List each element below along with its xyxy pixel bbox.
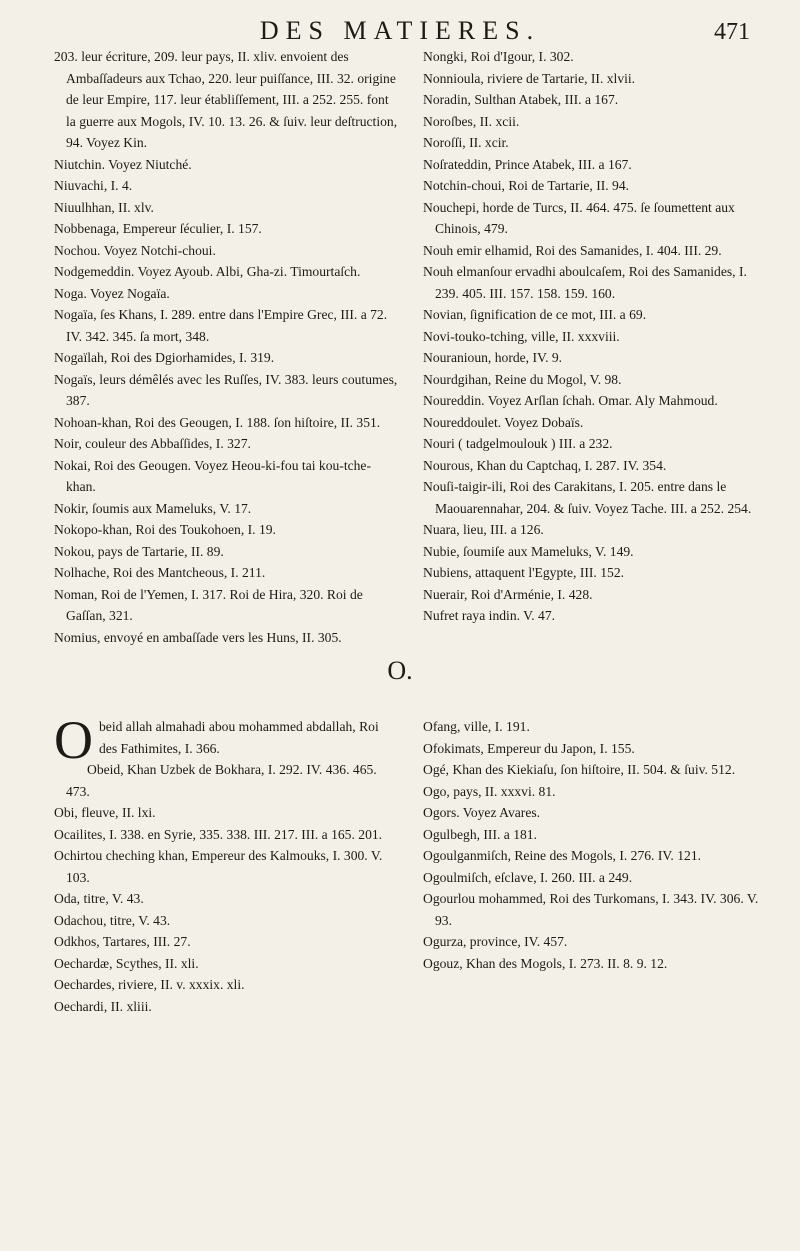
index-entry: 203. leur écriture, 209. leur pays, II. xliv. envoient des Ambaſſadeurs aux Tchao, 220. leur puiſſance, III. 32. origine de leur Empire, 117. leur établiſſement, III. a 252. 255. font la guerre aux Mogols, IV. 10. 13. 26. & ſuiv. leur deſtruction, 94. Voyez Kin. xyxy=(54,49,398,150)
index-entry: Nouranioun, horde, IV. 9. xyxy=(423,350,563,365)
index-entry: Niuulhhan, II. xlv. xyxy=(54,199,154,215)
index-entry: Odachou, titre, V. 43. xyxy=(54,912,171,928)
page-header xyxy=(0,6,800,46)
index-entry: Nokir, ſoumis aux Mameluks, V. 17. xyxy=(54,500,252,516)
index-entry: Niutchin. Voyez Niutché. xyxy=(54,156,192,172)
index-entry: Nouchepi, horde de Turcs, II. 464. 475. ſe ſoumettent aux Chinois, 479. xyxy=(423,199,735,236)
index-entry: Notchin-choui, Roi de Tartarie, II. 94. xyxy=(423,178,630,193)
index-entry: Nogaïs, leurs démêlés avec les Ruſſes, IV. 383. leurs coutumes, 387. xyxy=(54,371,398,408)
index-entry: Nourous, Khan du Captchaq, I. 287. IV. 354. xyxy=(423,457,667,473)
index-entry: Nodgemeddin. Voyez Ayoub. Albi, Gha-zi. Timourtaſch. xyxy=(54,264,361,279)
index-entry: Nogaïa, ſes Khans, I. 289. entre dans l'Empire Grec, III. a 72. IV. 342. 345. ſa mort, 348. xyxy=(54,307,388,344)
index-entry: Oechardes, riviere, II. v. xxxix. xli. xyxy=(54,977,245,992)
index-column-left-bottom xyxy=(54,710,400,1017)
index-entry: Ogé, Khan des Kiekiaſu, ſon hiſtoire, II. 504. & ſuiv. 512. xyxy=(423,762,736,777)
index-entry: Ogors. Voyez Avares. xyxy=(423,805,541,820)
index-entry: Nonnioula, riviere de Tartarie, II. xlvii. xyxy=(423,70,636,86)
index-entry: Noga. Voyez Nogaïa. xyxy=(54,285,170,301)
index-entry: Ogo, pays, II. xxxvi. 81. xyxy=(423,783,556,799)
index-entry: Nokou, pays de Tartarie, II. 89. xyxy=(54,543,224,559)
index-column-left-top xyxy=(54,46,400,648)
index-entry: Nokai, Roi des Geougen. Voyez Heou-ki-fou tai kou-tche-khan. xyxy=(54,457,371,494)
index-entry: Ogourlou mohammed, Roi des Turkomans, I. 343. IV. 306. V. 93. xyxy=(423,891,759,928)
index-entry: Nouſi-taigir-ili, Roi des Carakitans, I. 205. entre dans le Maouarennahar, 204. & ſuiv. Voyez Tache. III. a 252. 254. xyxy=(423,479,752,516)
index-entry: Noureddin. Voyez Arſlan ſchah. Omar. Aly Mahmoud. xyxy=(423,393,718,408)
section-letter: O. xyxy=(387,656,413,685)
index-entry: Nogaïlah, Roi des Dgiorhamides, I. 319. xyxy=(54,350,275,365)
index-entry: Niuvachi, I. 4. xyxy=(54,178,133,193)
index-entry: Oda, titre, V. 43. xyxy=(54,891,144,906)
index-entry: Noroſbes, II. xcii. xyxy=(423,113,520,129)
index-entry: Nohoan-khan, Roi des Geougen, I. 188. ſon hiſtoire, II. 351. xyxy=(54,414,381,430)
index-entry: Nubiens, attaquent l'Egypte, III. 152. xyxy=(423,565,625,580)
index-column-right-top xyxy=(423,46,769,627)
index-entry: Nokopo-khan, Roi des Toukohoen, I. 19. xyxy=(54,522,276,537)
index-entry: Nufret raya indin. V. 47. xyxy=(423,608,556,623)
index-entry: Noman, Roi de l'Yemen, I. 317. Roi de Hira, 320. Roi de Gaſſan, 321. xyxy=(54,586,363,623)
index-entry: Noureddoulet. Voyez Dobaïs. xyxy=(423,414,584,430)
drop-cap: O xyxy=(54,710,93,770)
index-entry: Noir, couleur des Abbaſſides, I. 327. xyxy=(54,436,251,451)
index-entry: Ofokimats, Empereur du Japon, I. 155. xyxy=(423,740,635,756)
index-entry: Ogouz, Khan des Mogols, I. 273. II. 8. 9. 12. xyxy=(423,955,668,971)
index-entry: Nolhache, Roi des Mantcheous, I. 211. xyxy=(54,565,266,580)
index-entry: Obi, fleuve, II. lxi. xyxy=(54,805,156,820)
index-entry: Nubie, ſoumiſe aux Mameluks, V. 149. xyxy=(423,543,634,559)
index-entry: Novian, ſignification de ce mot, III. a 69. xyxy=(423,307,647,322)
page-number: 471 xyxy=(714,19,750,45)
index-entry: Oechardæ, Scythes, II. xli. xyxy=(54,955,199,971)
index-entry: Nouri ( tadgelmoulouk ) III. a 232. xyxy=(423,436,613,451)
index-entry: Nochou. Voyez Notchi-choui. xyxy=(54,242,216,258)
index-entry: Nongki, Roi d'Igour, I. 302. xyxy=(423,49,574,64)
index-entry: Nuara, lieu, III. a 126. xyxy=(423,522,544,537)
index-entry: Novi-touko-tching, ville, II. xxxviii. xyxy=(423,328,620,344)
index-entry: Ogoulmiſch, eſclave, I. 260. III. a 249. xyxy=(423,869,633,885)
index-entry: Ocailites, I. 338. en Syrie, 335. 338. III. 217. III. a 165. 201. xyxy=(54,826,383,842)
index-entry: Ofang, ville, I. 191. xyxy=(423,719,530,734)
index-entry: Nourdgihan, Reine du Mogol, V. 98. xyxy=(423,371,622,387)
index-entry: Nuerair, Roi d'Arménie, I. 428. xyxy=(423,586,593,602)
index-entry: Noſrateddin, Prince Atabek, III. a 167. xyxy=(423,156,632,172)
index-entry: Obeid, Khan Uzbek de Bokhara, I. 292. IV. 436. 465. 473. xyxy=(66,762,377,799)
index-entry: Ogurza, province, IV. 457. xyxy=(423,934,568,949)
index-entry: Nomius, envoyé en ambaſſade vers les Huns, II. 305. xyxy=(54,629,342,645)
index-entry: Oechardi, II. xliii. xyxy=(54,998,152,1014)
index-entry: Obeid allah almahadi abou mohammed abdallah, Roi des Fathimites, I. 366. xyxy=(54,710,379,770)
index-column-right-bottom xyxy=(423,716,769,974)
index-entry: Noroſſi, II. xcir. xyxy=(423,135,509,150)
index-entry: Ogulbegh, III. a 181. xyxy=(423,826,538,842)
index-entry: Noradin, Sulthan Atabek, III. a 167. xyxy=(423,92,619,107)
index-entry: Ogoulganmiſch, Reine des Mogols, I. 276. IV. 121. xyxy=(423,848,702,863)
index-entry: Ochirtou cheching khan, Empereur des Kalmouks, I. 300. V. 103. xyxy=(54,848,383,885)
index-entry: Nouh elmanſour ervadhi aboulcaſem, Roi des Samanides, I. 239. 405. III. 157. 158. 159. 160. xyxy=(423,264,747,301)
index-entry: Odkhos, Tartares, III. 27. xyxy=(54,934,191,949)
index-entry: Nobbenaga, Empereur ſéculier, I. 157. xyxy=(54,221,262,236)
running-title: DES MATIERES. xyxy=(259,16,541,45)
index-entry: Nouh emir elhamid, Roi des Samanides, I. 404. III. 29. xyxy=(423,242,722,258)
